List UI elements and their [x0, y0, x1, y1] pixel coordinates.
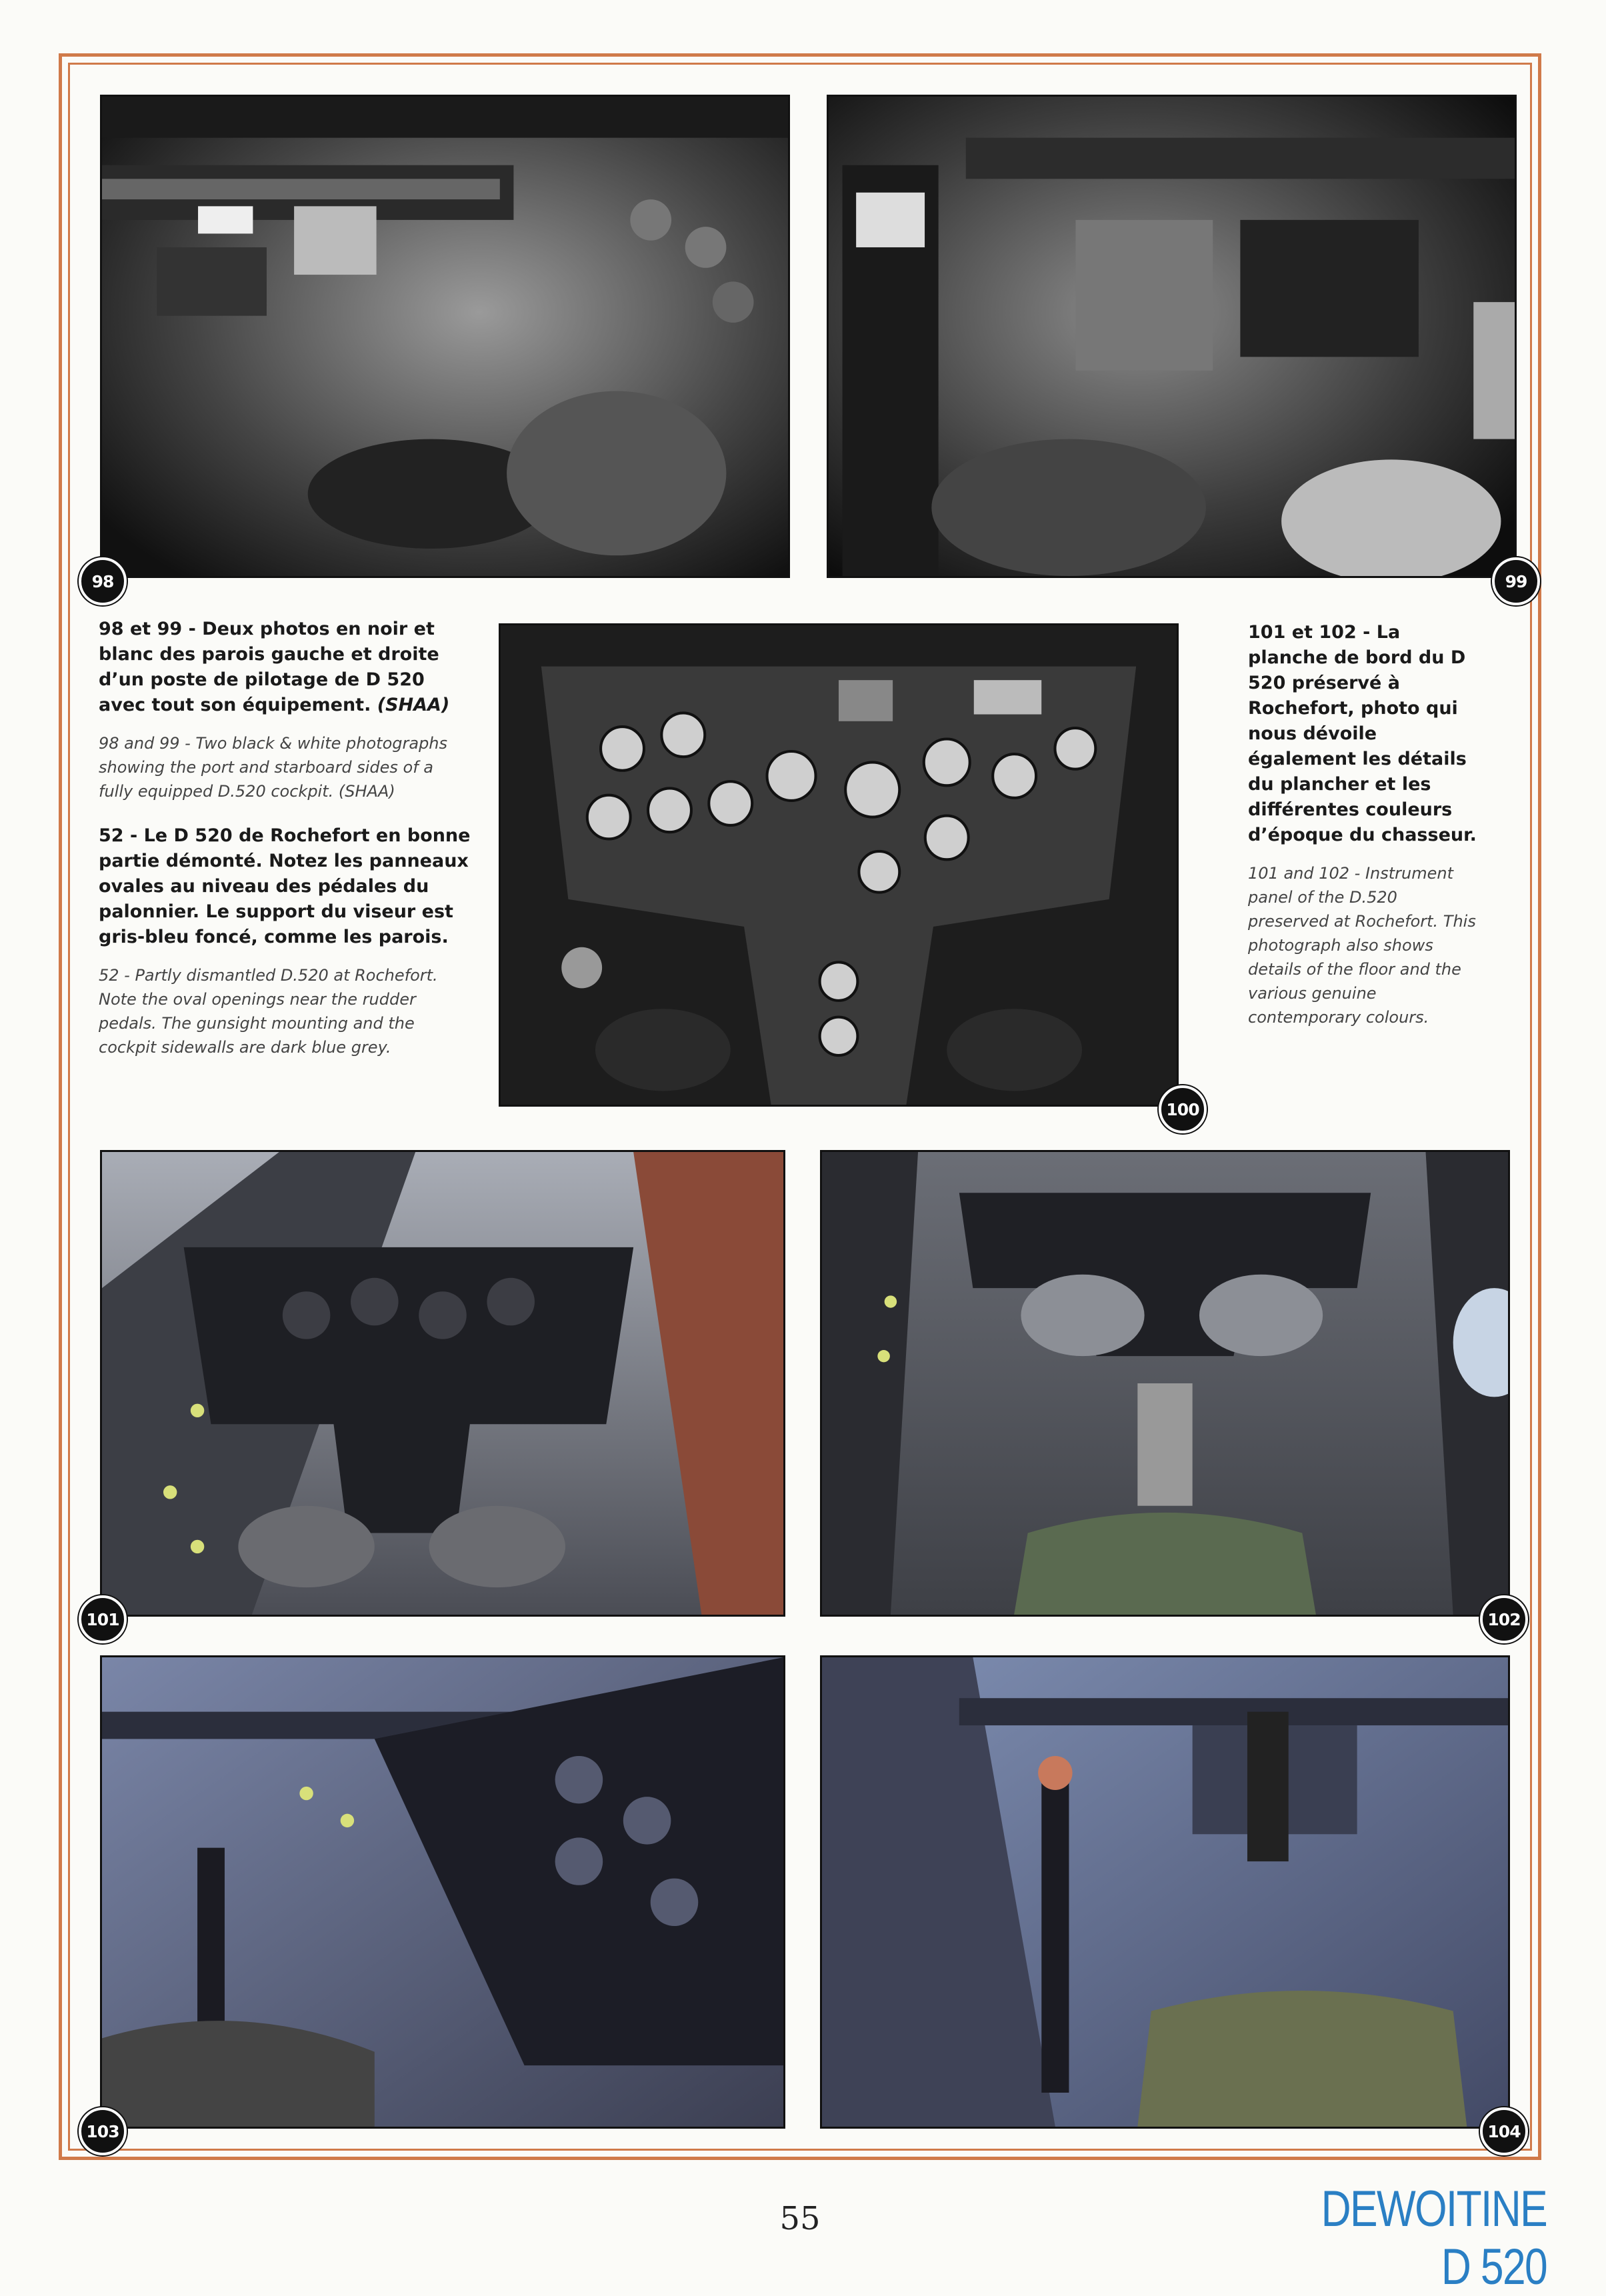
photo-103-number-badge: 103 — [79, 2107, 127, 2155]
photo-100-image — [501, 625, 1177, 1105]
caption-98-99-source: (SHAA) — [377, 695, 450, 715]
photo-100-number-badge: 100 — [1159, 1085, 1207, 1133]
photo-101-image — [102, 1152, 783, 1615]
page-number: 55 — [779, 2200, 821, 2237]
photo-103-image — [102, 1657, 783, 2127]
photo-101-number-badge: 101 — [79, 1595, 127, 1643]
caption-left-column — [99, 617, 472, 1079]
caption-98-99-french — [99, 617, 472, 718]
photo-100-bw-instrument-panel — [499, 623, 1179, 1107]
photo-98-bw-cockpit-port — [100, 95, 790, 578]
photo-99-bw-cockpit-starboard — [827, 95, 1517, 578]
photo-99-image — [829, 97, 1515, 576]
photo-98-number-badge: 98 — [79, 557, 127, 605]
photo-102-color-cockpit-floor — [820, 1150, 1510, 1617]
caption-98-99-french-text: 98 et 99 - Deux photos en noir et blanc des parois gauche et droite d’un poste de pilotage de D 520 avec tout son équipement. — [99, 619, 439, 715]
photo-102-image — [822, 1152, 1508, 1615]
caption-101-102-french: 101 et 102 - La planche de bord du D 520 préservé à Rochefort, photo qui nous dévoile également les détails du plancher et les différentes couleurs d’époque du chasseur. — [1248, 622, 1477, 845]
caption-52-french: 52 - Le D 520 de Rochefort en bonne partie démonté. Notez les panneaux ovales au niveau des pédales du palonnier. Le support du viseur est gris-bleu foncé, comme les parois. — [99, 825, 471, 947]
photo-104-number-badge: 104 — [1480, 2107, 1528, 2155]
caption-right-column — [1248, 620, 1481, 1049]
photo-102-number-badge: 102 — [1480, 1595, 1528, 1643]
photo-98-image — [102, 97, 788, 576]
photo-99-number-badge: 99 — [1492, 557, 1540, 605]
book-title: DEWOITINE D 520 — [1321, 2181, 1547, 2295]
caption-98-99-english: 98 and 99 - Two black & white photographs showing the port and starboard sides of a fully equipped D.520 cockpit. (SHAA) — [99, 734, 448, 801]
photo-104-image — [822, 1657, 1508, 2127]
photo-104-color-cockpit-starboard — [820, 1655, 1510, 2129]
photo-103-color-cockpit-port — [100, 1655, 785, 2129]
caption-101-102-english: 101 and 102 - Instrument panel of the D.520 preserved at Rochefort. This photograph also shows details of the floor and the various genuine contemporary colours. — [1248, 864, 1476, 1027]
photo-101-color-instrument-panel — [100, 1150, 785, 1617]
caption-52-english: 52 - Partly dismantled D.520 at Rochefort. Note the oval openings near the rudder pedals. The gunsight mounting and the cockpit sidewalls are dark blue grey. — [99, 966, 438, 1057]
